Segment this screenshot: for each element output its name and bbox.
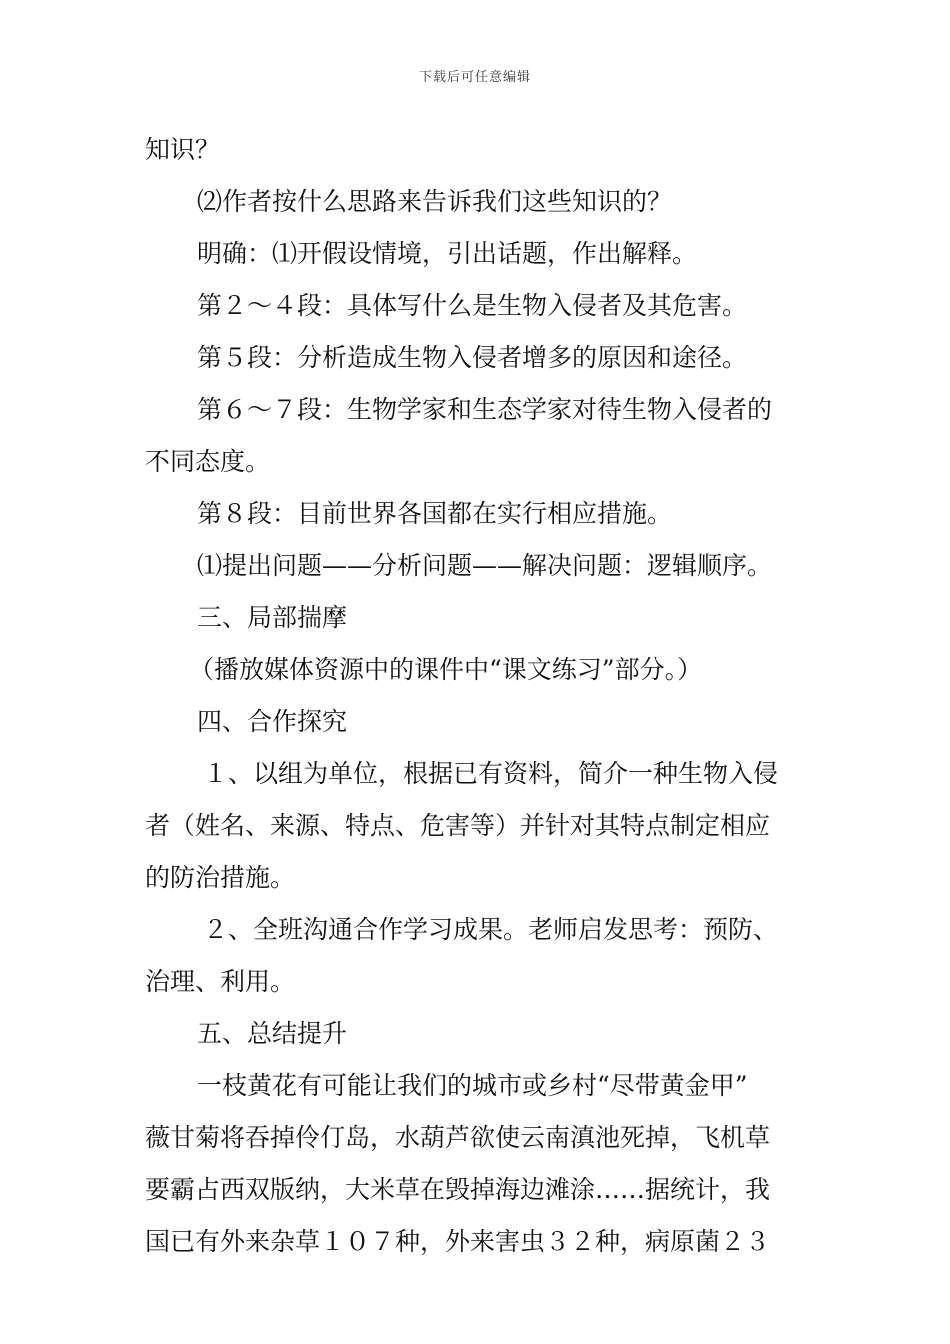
summary-line: ⑴提出问题——分析问题——解决问题：逻辑顺序。: [197, 551, 773, 580]
document-body: [145, 124, 810, 1268]
answer-line: 明确：⑴开假设情境，引出话题，作出解释。: [197, 239, 698, 268]
paragraph-line: 国已有外来杂草１０７种，外来害虫３２种，病原菌２３: [145, 1227, 771, 1256]
task-line: １、以组为单位，根据已有资料，简介一种生物入侵: [203, 759, 779, 788]
media-note: （播放媒体资源中的课件中“课文练习”部分。）: [189, 655, 703, 684]
page-header: 下载后可任意编辑: [418, 70, 531, 85]
section-line: 第６～７段：生物学家和生态学家对待生物入侵者的: [197, 395, 773, 424]
paragraph-line: 要霸占西双版纳，大米草在毁掉海边滩涂……据统计，我: [145, 1175, 771, 1204]
section-line: 第８段：目前世界各国都在实行相应措施。: [197, 499, 673, 528]
paragraph-line: 的防治措施。: [145, 863, 296, 892]
task-line: ２、全班沟通合作学习成果。老师启发思考：预防、: [203, 915, 779, 944]
paragraph-line: 不同态度。: [145, 447, 271, 476]
paragraph-line: 薇甘菊将吞掉伶仃岛，水葫芦欲使云南滇池死掉，飞机草: [145, 1123, 771, 1152]
heading-cooperation: 四、合作探究: [197, 707, 348, 736]
paragraph-line: 知识？: [145, 135, 221, 164]
heading-local-study: 三、局部揣摩: [197, 603, 348, 632]
paragraph-line: 治理、利用。: [145, 967, 296, 996]
paragraph-line: 者（姓名、来源、特点、危害等）并针对其特点制定相应: [145, 811, 771, 840]
question-line: ⑵作者按什么思路来告诉我们这些知识的？: [197, 187, 673, 216]
heading-summary: 五、总结提升: [197, 1019, 348, 1048]
paragraph-line: 一枝黄花有可能让我们的城市或乡村“尽带黄金甲”: [197, 1071, 748, 1100]
section-line: 第５段：分析造成生物入侵者增多的原因和途径。: [197, 343, 748, 372]
section-line: 第２～４段：具体写什么是生物入侵者及其危害。: [197, 291, 748, 320]
